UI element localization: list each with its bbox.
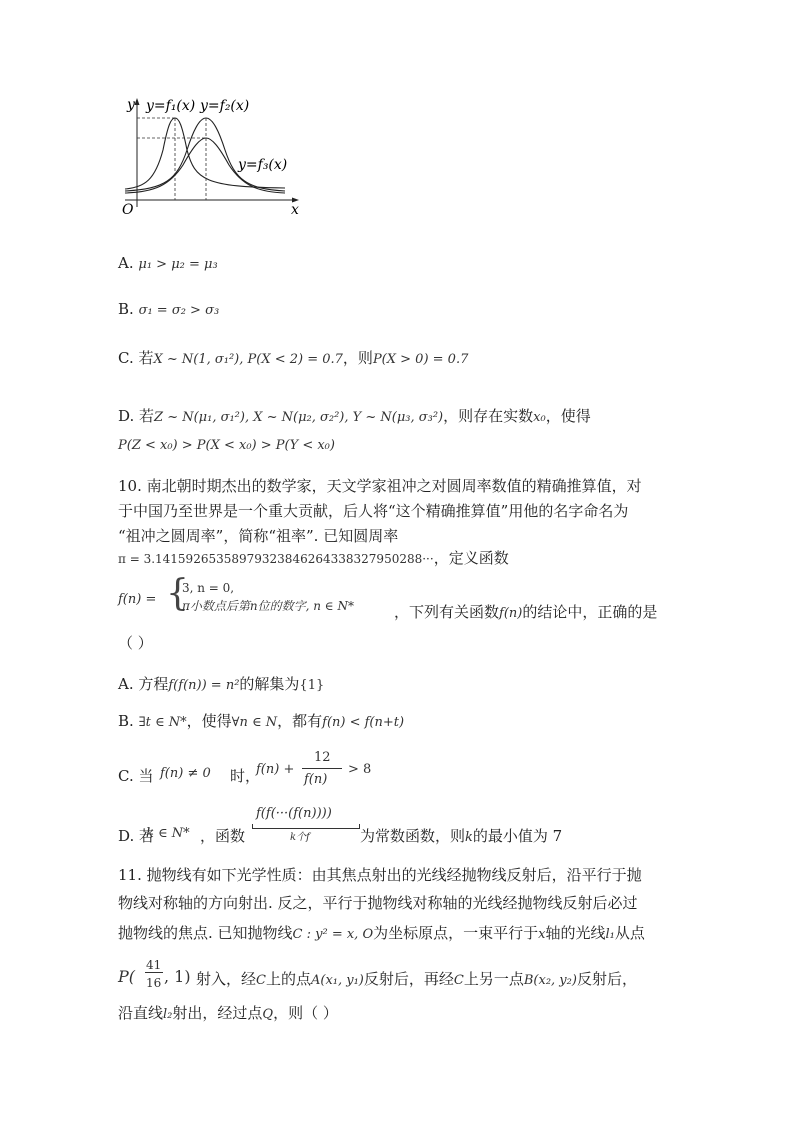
q9-b-prefix: B. — [118, 300, 134, 318]
q9-d-suffix: ，使得 — [545, 407, 591, 425]
q10-b-mid2: ，都有 — [277, 712, 323, 730]
q9-a-prefix: A. — [118, 254, 134, 272]
q10-c-math2b: > 8 — [348, 762, 372, 777]
q10-stem-line3: “祖冲之圆周率”，简称“祖率”. 已知圆周率 — [118, 527, 399, 545]
q11-l4-m1a: P( — [118, 967, 136, 986]
q11-l5-b: 射出，经过点 — [172, 1004, 263, 1022]
q9-c-math1: X ~ N(1, σ₁²), P(X < 2) = 0.7 — [153, 352, 343, 367]
q11-stem-line2: 物线对称轴的方向射出. 反之，平行于抛物线对称轴的光线经抛物线反射后必过 — [118, 894, 638, 912]
q9-b-math: σ₁ = σ₂ > σ₃ — [138, 303, 220, 318]
q11-stem-line1: 11. 抛物线有如下光学性质：由其焦点射出的光线经抛物线反射后，沿平行于抛 — [118, 866, 642, 884]
q10-c-prefix: C. 当 — [118, 767, 154, 785]
q9-d-math1: Z ~ N(μ₁, σ₁²), X ~ N(μ₂, σ₂²), Y ~ N(μ₃, σ₃²) — [154, 410, 444, 425]
q10-brace: { — [166, 573, 189, 614]
q10-d-mid: ，函数 — [200, 827, 246, 845]
q11-l4-m1b: , 1) — [164, 967, 191, 986]
q11-stem-line5 — [118, 1003, 338, 1025]
q11-l4-den: 16 — [146, 976, 162, 990]
q10-b-mid: ，使得 — [186, 712, 232, 730]
q10-b-math1: ∃t ∈ N* — [138, 715, 187, 730]
q10-c-num: 12 — [314, 750, 331, 765]
q10-pi-value: π = 3.14159265358979323846264338327950288··· — [118, 552, 434, 566]
q10-option-a — [118, 674, 324, 696]
q11-l3-m2: x — [538, 927, 546, 942]
q10-b-math3: f(n) < f(n+t) — [322, 715, 405, 730]
label-f2: y=f₂(x) — [200, 98, 250, 114]
q9-option-c — [118, 348, 468, 370]
q9-c-math2: P(X > 0) = 0.7 — [372, 352, 469, 367]
q9-c-mid: ，则 — [342, 349, 373, 367]
q10-f-def: f(n) = — [118, 592, 157, 607]
q11-l3-c: 轴的光线 — [545, 924, 606, 942]
q10-a-math: f(f(n)) = n² — [168, 678, 240, 693]
q10-def-math: f(n) — [499, 606, 523, 621]
q10-c-mid: 时， — [230, 767, 261, 785]
q9-d-prefix: D. 若 — [118, 407, 155, 425]
q11-l4-m2: C — [256, 973, 266, 988]
label-f3: y=f₃(x) — [238, 157, 288, 173]
q11-l5-c: ，则（ ） — [273, 1004, 338, 1022]
label-origin: O — [122, 202, 134, 218]
q10-case2: π小数点后第n位的数字, n ∈ N* — [182, 599, 354, 613]
q9-option-a — [118, 253, 218, 275]
label-f1: y=f₁(x) — [146, 98, 196, 114]
q9-option-d-line2 — [118, 434, 335, 456]
q10-def-suffix: ，下列有关函数f(n)的结论中，正确的是 — [394, 603, 658, 621]
q10-stem-line1: 10. 南北朝时期杰出的数学家，天文学家祖冲之对圆周率数值的精确推算值，对 — [118, 477, 642, 495]
q10-d-num: f(f(···(f(n)))) — [256, 806, 332, 821]
normal-distribution-figure — [115, 95, 315, 225]
q9-option-b — [118, 299, 219, 321]
label-y: y — [127, 97, 135, 113]
q11-l3-d: 从点 — [614, 924, 645, 942]
q11-stem-line3 — [118, 923, 645, 945]
q10-c-fraction-bar — [302, 768, 342, 769]
q11-l4-m3: A(x₁, y₁) — [310, 973, 364, 988]
q11-l3-m3: l₁ — [605, 927, 615, 942]
q11-l5-a: 沿直线 — [118, 1004, 164, 1022]
q9-c-prefix: C. 若 — [118, 349, 154, 367]
q10-a-mid: 的解集为 — [239, 675, 300, 693]
y-axis-arrow — [135, 98, 140, 105]
q11-l4-rest: 射入，经C上的点A(x₁, y₁)反射后，再经C上另一点B(x₂, y₂)反射后， — [196, 970, 637, 988]
q9-d-math2: x₀ — [533, 410, 546, 425]
curve-f1 — [125, 118, 288, 189]
q10-paren: （ ） — [118, 634, 153, 652]
q10-c-den: f(n) — [304, 772, 328, 787]
q11-l3-m1: C : y² = x, O — [292, 927, 374, 942]
q11-l3-b: 为坐标原点，一束平行于 — [373, 924, 539, 942]
q10-d-math1: k ∈ N* — [146, 826, 190, 841]
q10-pi-line — [118, 548, 509, 569]
q10-a-prefix: A. 方程 — [118, 675, 169, 693]
q10-option-b — [118, 711, 404, 733]
q9-d-mid: ，则存在实数 — [443, 407, 534, 425]
q9-d-line2-math: P(Z < x₀) > P(X < x₀) > P(Y < x₀) — [118, 438, 335, 453]
q10-d-prefix: D. 若 — [118, 827, 155, 845]
q11-l4-num: 41 — [146, 958, 162, 972]
q10-case1: 3, n = 0, — [182, 581, 235, 595]
label-x: x — [291, 202, 299, 218]
q9-a-math: μ₁ > μ₂ = μ₃ — [138, 257, 218, 272]
q11-l3-a: 抛物线的焦点. 已知抛物线 — [118, 924, 293, 942]
q11-l4-m4: C — [453, 973, 464, 988]
q11-l5-m1: l₂ — [163, 1007, 173, 1022]
q10-b-math2: ∀n ∈ N — [231, 715, 278, 730]
q10-c-math2a: f(n) + — [256, 762, 295, 777]
q10-d-suffix: 为常数函数，则k的最小值为 7 — [360, 827, 563, 845]
q10-b-prefix: B. — [118, 712, 134, 730]
q10-d-den: k个f — [290, 832, 310, 843]
q10-d-math2: k — [465, 830, 473, 845]
q9-option-d — [118, 406, 591, 428]
q11-l5-m2: Q — [262, 1007, 274, 1022]
q10-pi-suffix: ，定义函数 — [433, 549, 509, 567]
q10-stem-line2: 于中国乃至世界是一个重大贡献，后人将“这个精确推算值”用他的名字命名为 — [118, 502, 629, 520]
q11-l4-m5: B(x₂, y₂) — [523, 973, 577, 988]
q10-a-set: {1} — [299, 678, 325, 693]
q10-c-math1: f(n) ≠ 0 — [160, 766, 211, 781]
